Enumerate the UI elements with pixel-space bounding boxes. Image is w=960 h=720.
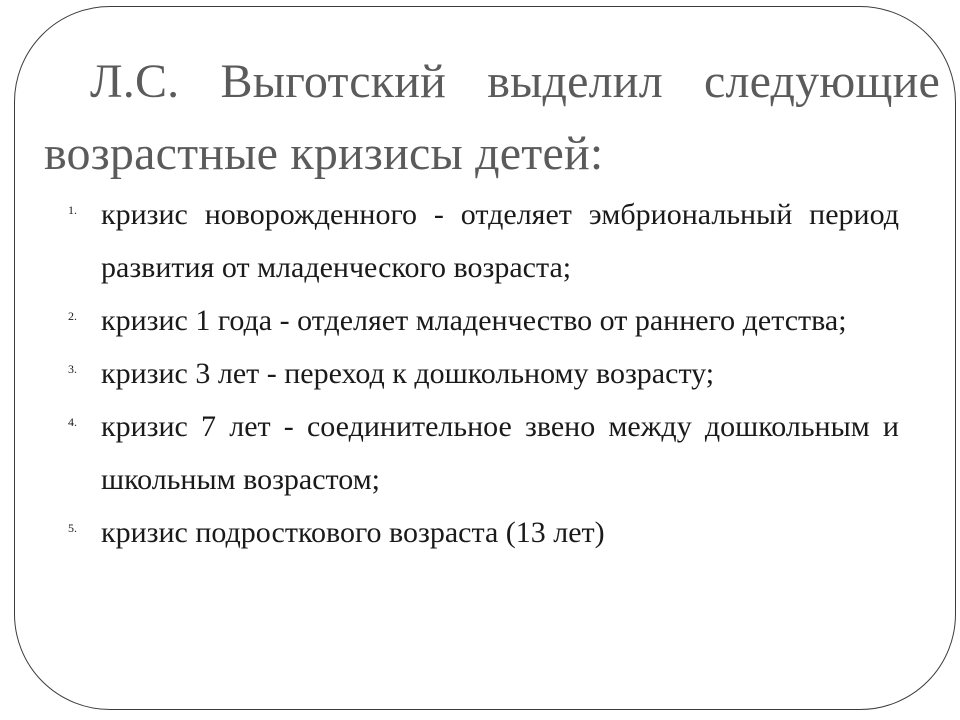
list-item-number: 4. (68, 415, 77, 429)
list-item-text: кризис 7 лет - соединительное звено между дошкольным и школьным возрастом; (101, 410, 899, 496)
list-item (0, 294, 960, 347)
list-item-number: 2. (68, 309, 77, 323)
slide-title: Л.С. Выготский выделил следующие возрастные кризисы детей: (44, 55, 940, 180)
list-item (0, 506, 960, 559)
list-item-number: 5. (68, 521, 77, 535)
list-item-text: кризис 1 года - отделяет младенчество от раннего детства; (101, 304, 847, 337)
crisis-list (0, 188, 960, 559)
list-item-number: 3. (68, 362, 77, 376)
list-item-number: 1. (68, 203, 77, 217)
list-item-text: кризис новорожденного - отделяет эмбриональный период развития от младенческого возраста; (101, 198, 899, 284)
list-item (0, 188, 960, 294)
list-item (0, 400, 960, 506)
list-item-text: кризис 3 лет - переход к дошкольному возрасту; (101, 357, 715, 390)
list-item (0, 347, 960, 400)
list-item-text: кризис подросткового возраста (13 лет) (101, 516, 605, 549)
